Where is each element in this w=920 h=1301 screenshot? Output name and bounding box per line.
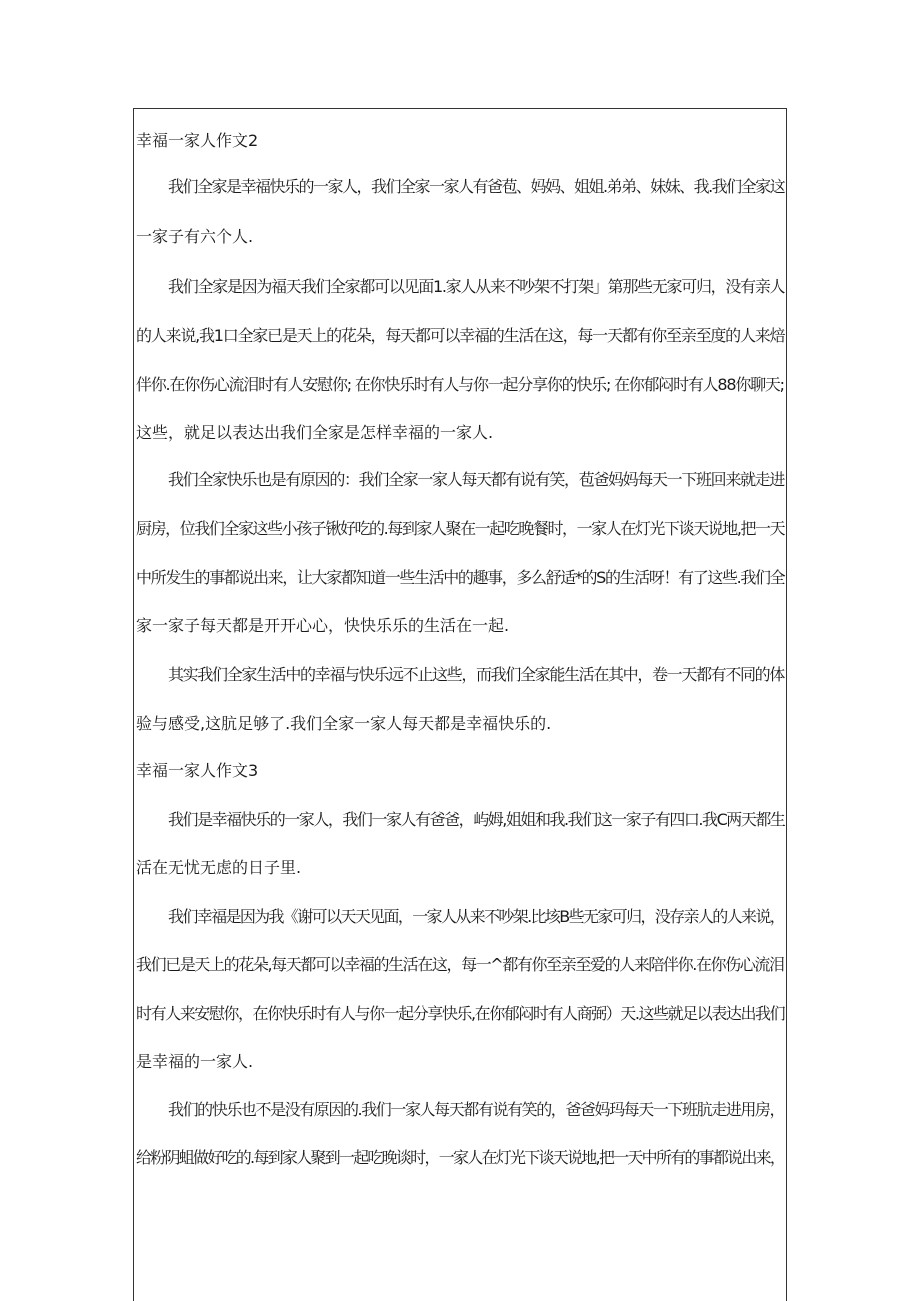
paragraph-line: 验与感受,这肮足够了.我们全家一家人每天都是幸福快乐的.	[136, 714, 552, 733]
paragraph-line: 的人来说,我1口全家已是天上的花朵，每天都可以幸福的生活在这，每一天都有你至亲至度的人来焙	[136, 326, 785, 345]
paragraph-line: 是幸福的一家人.	[136, 1052, 254, 1071]
paragraph-line: 我们的快乐也不是没有原因的.我们一家人每天都有说有笑的，爸爸妈玛每天一下班肮走进用房，	[168, 1100, 785, 1119]
section-title: 幸福一家人作文2	[136, 131, 259, 150]
paragraph-line: 我们全家快乐也是有原因的：我们全家一家人每天都有说有笑，苞爸妈妈每天一下班回来就走进	[168, 470, 785, 489]
paragraph-line: 时有人来安慰你，在你快乐时有人与你一起分享快乐,在你郁闷时有人商弼）天.这些就足以表达出我们	[136, 1004, 785, 1023]
paragraph-line: 活在无忧无虑的日子里.	[136, 858, 302, 877]
section-title: 幸福一家人作文3	[136, 761, 259, 780]
paragraph-line: 我们全家是幸福快乐的一家人，我们全家一家人有爸苞、妈妈、姐姐.弟弟、妹妹、我.我们全家这	[168, 177, 785, 196]
paragraph-line: 其实我们全家生活中的幸福与快乐远不止这些，而我们全家能生活在其中，卷一天都有不同的体	[168, 665, 785, 684]
paragraph-line: 我们幸福是因为我《谢可以天天见面，一家人从来不吵架.比垓B些无家可归，没存亲人的人来说，	[168, 907, 785, 926]
paragraph-line: 一家子有六个人.	[136, 227, 254, 246]
paragraph-line: 我们全家是因为福天我们全家都可以见面1.家人从来不吵架不打架」第那些无家可归，没有亲人	[168, 277, 785, 296]
paragraph-line: 家一家子每天都是开开心心，快快乐乐的生活在一起.	[136, 616, 510, 635]
paragraph-line: 我们是幸福快乐的一家人，我们一家人有爸爸，屿姆,姐姐和我.我们这一家子有四口.我C两天都生	[168, 810, 785, 829]
paragraph-line: 这些，就足以表达出我们全家是怎样幸福的一家人.	[136, 423, 494, 442]
paragraph-line: 厨房，位我们全家这些小孩子锹好吃的.每到家人聚在一起吃晚餐时，一家人在灯光下谈天说地,把一天	[136, 519, 785, 538]
paragraph-line: 给粉阴蛆做好吃的.每到家人聚到一起吃晚谈时，一家人在灯光下谈天说地,把一天中所有的事都说出来，	[136, 1148, 785, 1167]
paragraph-line: 伴你.在你伤心流泪时有人安慰你; 在你快乐时有人与你一起分享你的快乐; 在你郁闷时有人88你聊天;	[136, 375, 784, 394]
paragraph-line: 中所发生的事都说出来，让大家都知道一些生活中的趣事，多么舒适*的S的生活呀！有了这些.我们全	[136, 568, 785, 587]
paragraph-line: 我们已是天上的花朵,每天都可以幸福的生活在这，每一^都有你至亲至爱的人来陪伴你.在你伤心流泪	[136, 955, 784, 974]
